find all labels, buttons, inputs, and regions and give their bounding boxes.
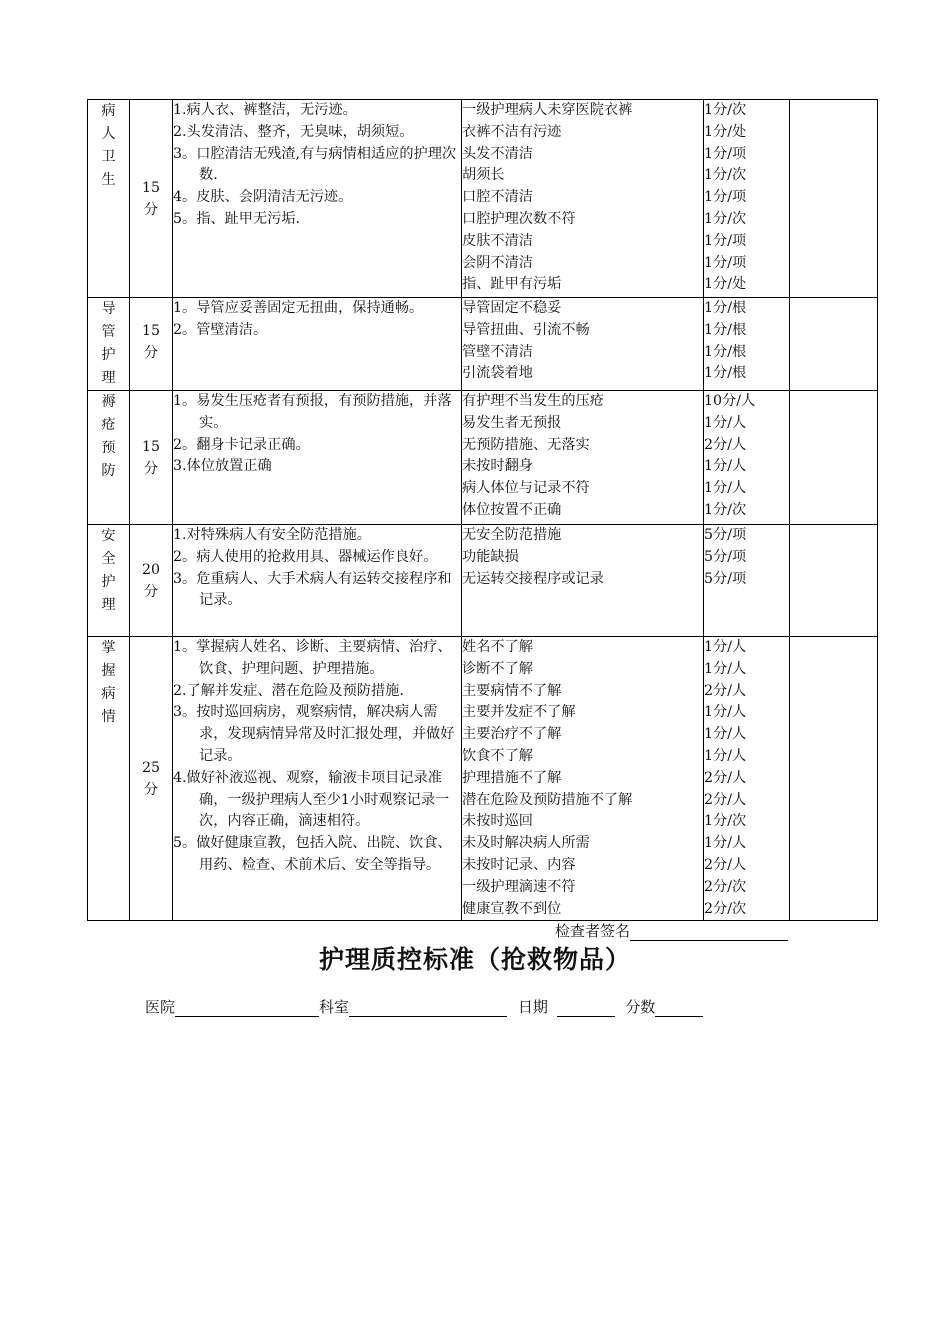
deduction-item: 护理措施不了解 [462,769,562,786]
category-label: 掌握病情 [101,640,116,725]
requirement-item: 3。危重病人、大手术病人有运转交接程序和记录。 [173,570,452,609]
standards-table [87,99,878,921]
deduction-score: 2分/人 [704,856,747,873]
requirement-item: 1。易发生压疮者有预报，有预防措施，并落实。 [173,393,452,431]
deduction-item: 有护理不当发生的压疮 [462,393,604,409]
deduction-item: 无安全防范措施 [462,527,562,543]
deduction-score: 5分/项 [704,570,747,587]
score-label: 分数 [625,998,656,1016]
requirement-item: 3。口腔清洁无残渣,有与病情相适应的护理次数. [173,145,457,184]
points-value: 25 [141,760,161,776]
deduction-item: 无预防措施、无落实 [462,436,590,453]
deduction-score: 1分/次 [704,102,747,118]
requirement-item: 1.对特殊病人有安全防范措施。 [173,527,371,543]
requirements-cell [173,637,462,921]
section-row [88,637,878,921]
requirements-cell [173,525,462,637]
deductions-cell [462,391,704,525]
deduction-score: 2分/次 [704,900,747,917]
deduction-item: 未按时翻身 [462,458,533,475]
points-cell [130,298,173,391]
deduction-scores-cell [704,298,790,391]
date-blank[interactable] [557,999,615,1017]
score-blank[interactable] [655,999,703,1017]
deduction-item: 导管固定不稳妥 [462,300,562,316]
deductions-cell [462,637,704,921]
score-entry-cell[interactable] [790,100,878,298]
deduction-item: 皮肤不清洁 [462,232,533,249]
deduction-item: 导管扭曲、引流不畅 [462,321,590,338]
deduction-item: 姓名不了解 [462,639,533,655]
requirement-item: 1。掌握病人姓名、诊断、主要病情、治疗、饮食、护理问题、护理措施。 [173,639,452,677]
deduction-score: 1分/处 [704,276,747,293]
requirement-item: 2.了解并发症、潜在危险及预防措施. [173,682,404,699]
deduction-score: 1分/次 [704,501,747,518]
deductions-cell [462,298,704,391]
category-cell [88,391,130,525]
deduction-score: 2分/人 [704,436,747,453]
score-entry-cell[interactable] [790,298,878,391]
deduction-item: 潜在危险及预防措施不了解 [462,791,633,808]
requirements-cell [173,100,462,298]
deduction-score: 1分/人 [704,639,747,655]
category-label: 安全护理 [101,528,116,613]
deduction-item: 衣裤不洁有污迹 [462,123,562,140]
section-row [88,525,878,637]
deduction-score: 2分/人 [704,682,747,699]
requirement-item: 2.头发清洁、整齐，无臭味，胡须短。 [173,123,414,140]
department-blank[interactable] [349,999,507,1017]
requirement-item: 3.体位放置正确 [173,458,272,475]
category-cell [88,298,130,391]
deduction-item: 无运转交接程序或记录 [462,570,604,587]
points-cell [130,391,173,525]
deduction-score: 1分/次 [704,167,747,184]
points-value: 15 [141,180,161,196]
date-label: 日期 [517,998,548,1016]
deduction-score: 5分/项 [704,527,747,543]
category-cell [88,100,130,298]
deduction-score: 1分/人 [704,835,747,852]
section-row [88,391,878,525]
signature-blank[interactable] [630,923,788,941]
deduction-item: 健康宣教不到位 [462,900,562,917]
deduction-item: 口腔不清洁 [462,189,533,206]
section-row [88,298,878,391]
points-value: 15 [141,439,161,455]
deductions-cell [462,100,704,298]
points-value: 分 [143,782,159,798]
deduction-score: 10分/人 [704,393,756,409]
requirement-item: 2。翻身卡记录正确。 [173,436,310,453]
hospital-blank[interactable] [175,999,319,1017]
deduction-item: 未按时巡回 [462,813,533,830]
deduction-item: 诊断不了解 [462,660,533,677]
deduction-score: 1分/人 [704,458,747,475]
deduction-score: 1分/人 [704,480,747,497]
deduction-score: 1分/次 [704,210,747,227]
requirement-item: 1。导管应妥善固定无扭曲，保持通畅。 [173,300,424,316]
points-value: 20 [141,562,161,578]
points-cell [130,100,173,298]
category-label: 褥疮预防 [101,394,116,479]
points-value: 15 [141,323,161,339]
deduction-item: 会阴不清洁 [462,254,533,271]
deduction-item: 未及时解决病人所需 [462,835,590,852]
deduction-score: 1分/人 [704,414,747,431]
deduction-scores-cell [704,525,790,637]
deduction-score: 2分/人 [704,791,747,808]
signature-row [555,920,788,941]
deduction-score: 5分/项 [704,548,747,565]
deduction-score: 1分/人 [704,747,747,764]
requirement-item: 3。按时巡回病房，观察病情，解决病人需求，发现病情异常及时汇报处理，并做好记录。 [173,704,455,764]
points-value: 分 [143,584,159,600]
deduction-item: 一级护理病人未穿医院衣裤 [462,102,633,118]
score-entry-cell[interactable] [790,391,878,525]
hospital-label: 医院 [145,998,176,1016]
deduction-item: 引流袋着地 [462,365,533,382]
score-entry-cell[interactable] [790,637,878,921]
requirement-item: 5。做好健康宣教，包括入院、出院、饮食、用药、检查、术前术后、安全等指导。 [173,835,452,873]
deduction-item: 主要并发症不了解 [462,704,576,721]
deduction-score: 2分/次 [704,878,747,895]
deduction-score: 1分/人 [704,704,747,721]
deduction-item: 指、趾甲有污垢 [462,276,562,293]
requirement-item: 5。指、趾甲无污垢. [173,210,301,227]
category-label: 导管护理 [101,301,116,386]
deduction-score: 1分/根 [704,343,747,360]
standards-table-body [88,100,878,921]
deduction-score: 1分/项 [704,145,747,162]
deduction-score: 1分/项 [704,254,747,271]
points-value: 分 [143,345,159,361]
points-value: 分 [143,461,159,477]
points-cell [130,525,173,637]
requirement-item: 2。管壁清洁。 [173,321,268,338]
signature-label: 检查者签名 [555,922,631,940]
requirements-cell [173,298,462,391]
points-value: 分 [143,202,159,218]
deduction-scores-cell [704,100,790,298]
deduction-score: 2分/人 [704,769,747,786]
score-entry-cell[interactable] [790,525,878,637]
department-label: 科室 [319,998,350,1016]
deduction-item: 头发不清洁 [462,145,533,162]
requirement-item: 1.病人衣、裤整洁，无污迹。 [173,102,357,118]
deduction-score: 1分/处 [704,123,747,140]
deduction-score: 1分/根 [704,321,747,338]
section-title: 护理质控标准（抢救物品） [318,945,631,974]
deduction-score: 1分/项 [704,232,747,249]
section-row [88,100,878,298]
points-cell [130,637,173,921]
deduction-item: 功能缺损 [462,548,519,565]
deduction-score: 1分/根 [704,300,747,316]
deduction-item: 体位按置不正确 [462,501,562,518]
deduction-score: 1分/人 [704,726,747,743]
deductions-cell [462,525,704,637]
deduction-item: 一级护理滴速不符 [462,878,576,895]
deduction-item: 管壁不清洁 [462,343,533,360]
deduction-scores-cell [704,637,790,921]
deduction-item: 主要病情不了解 [462,682,562,699]
info-row [145,996,703,1017]
requirement-item: 4。皮肤、会阴清洁无污迹。 [173,189,353,206]
deduction-item: 易发生者无预报 [462,414,562,431]
requirements-cell [173,391,462,525]
deduction-scores-cell [704,391,790,525]
category-label: 病人卫生 [101,103,116,188]
category-cell [88,637,130,921]
deduction-item: 口腔护理次数不符 [462,210,576,227]
deduction-score: 1分/根 [704,365,747,382]
deduction-score: 1分/次 [704,813,747,830]
deduction-score: 1分/项 [704,189,747,206]
deduction-item: 饮食不了解 [462,747,533,764]
requirement-item: 4.做好补液巡视、观察，输液卡项目记录准确，一级护理病人至少1小时观察记录一次，内容正确，滴速相符。 [173,769,450,830]
category-cell [88,525,130,637]
requirement-item: 2。病人使用的抢救用具、器械运作良好。 [173,548,438,565]
deduction-item: 未按时记录、内容 [462,856,576,873]
deduction-score: 1分/人 [704,660,747,677]
deduction-item: 胡须长 [462,167,505,184]
deduction-item: 主要治疗不了解 [462,726,562,743]
standards-sheet [87,99,877,921]
deduction-item: 病人体位与记录不符 [462,480,590,497]
